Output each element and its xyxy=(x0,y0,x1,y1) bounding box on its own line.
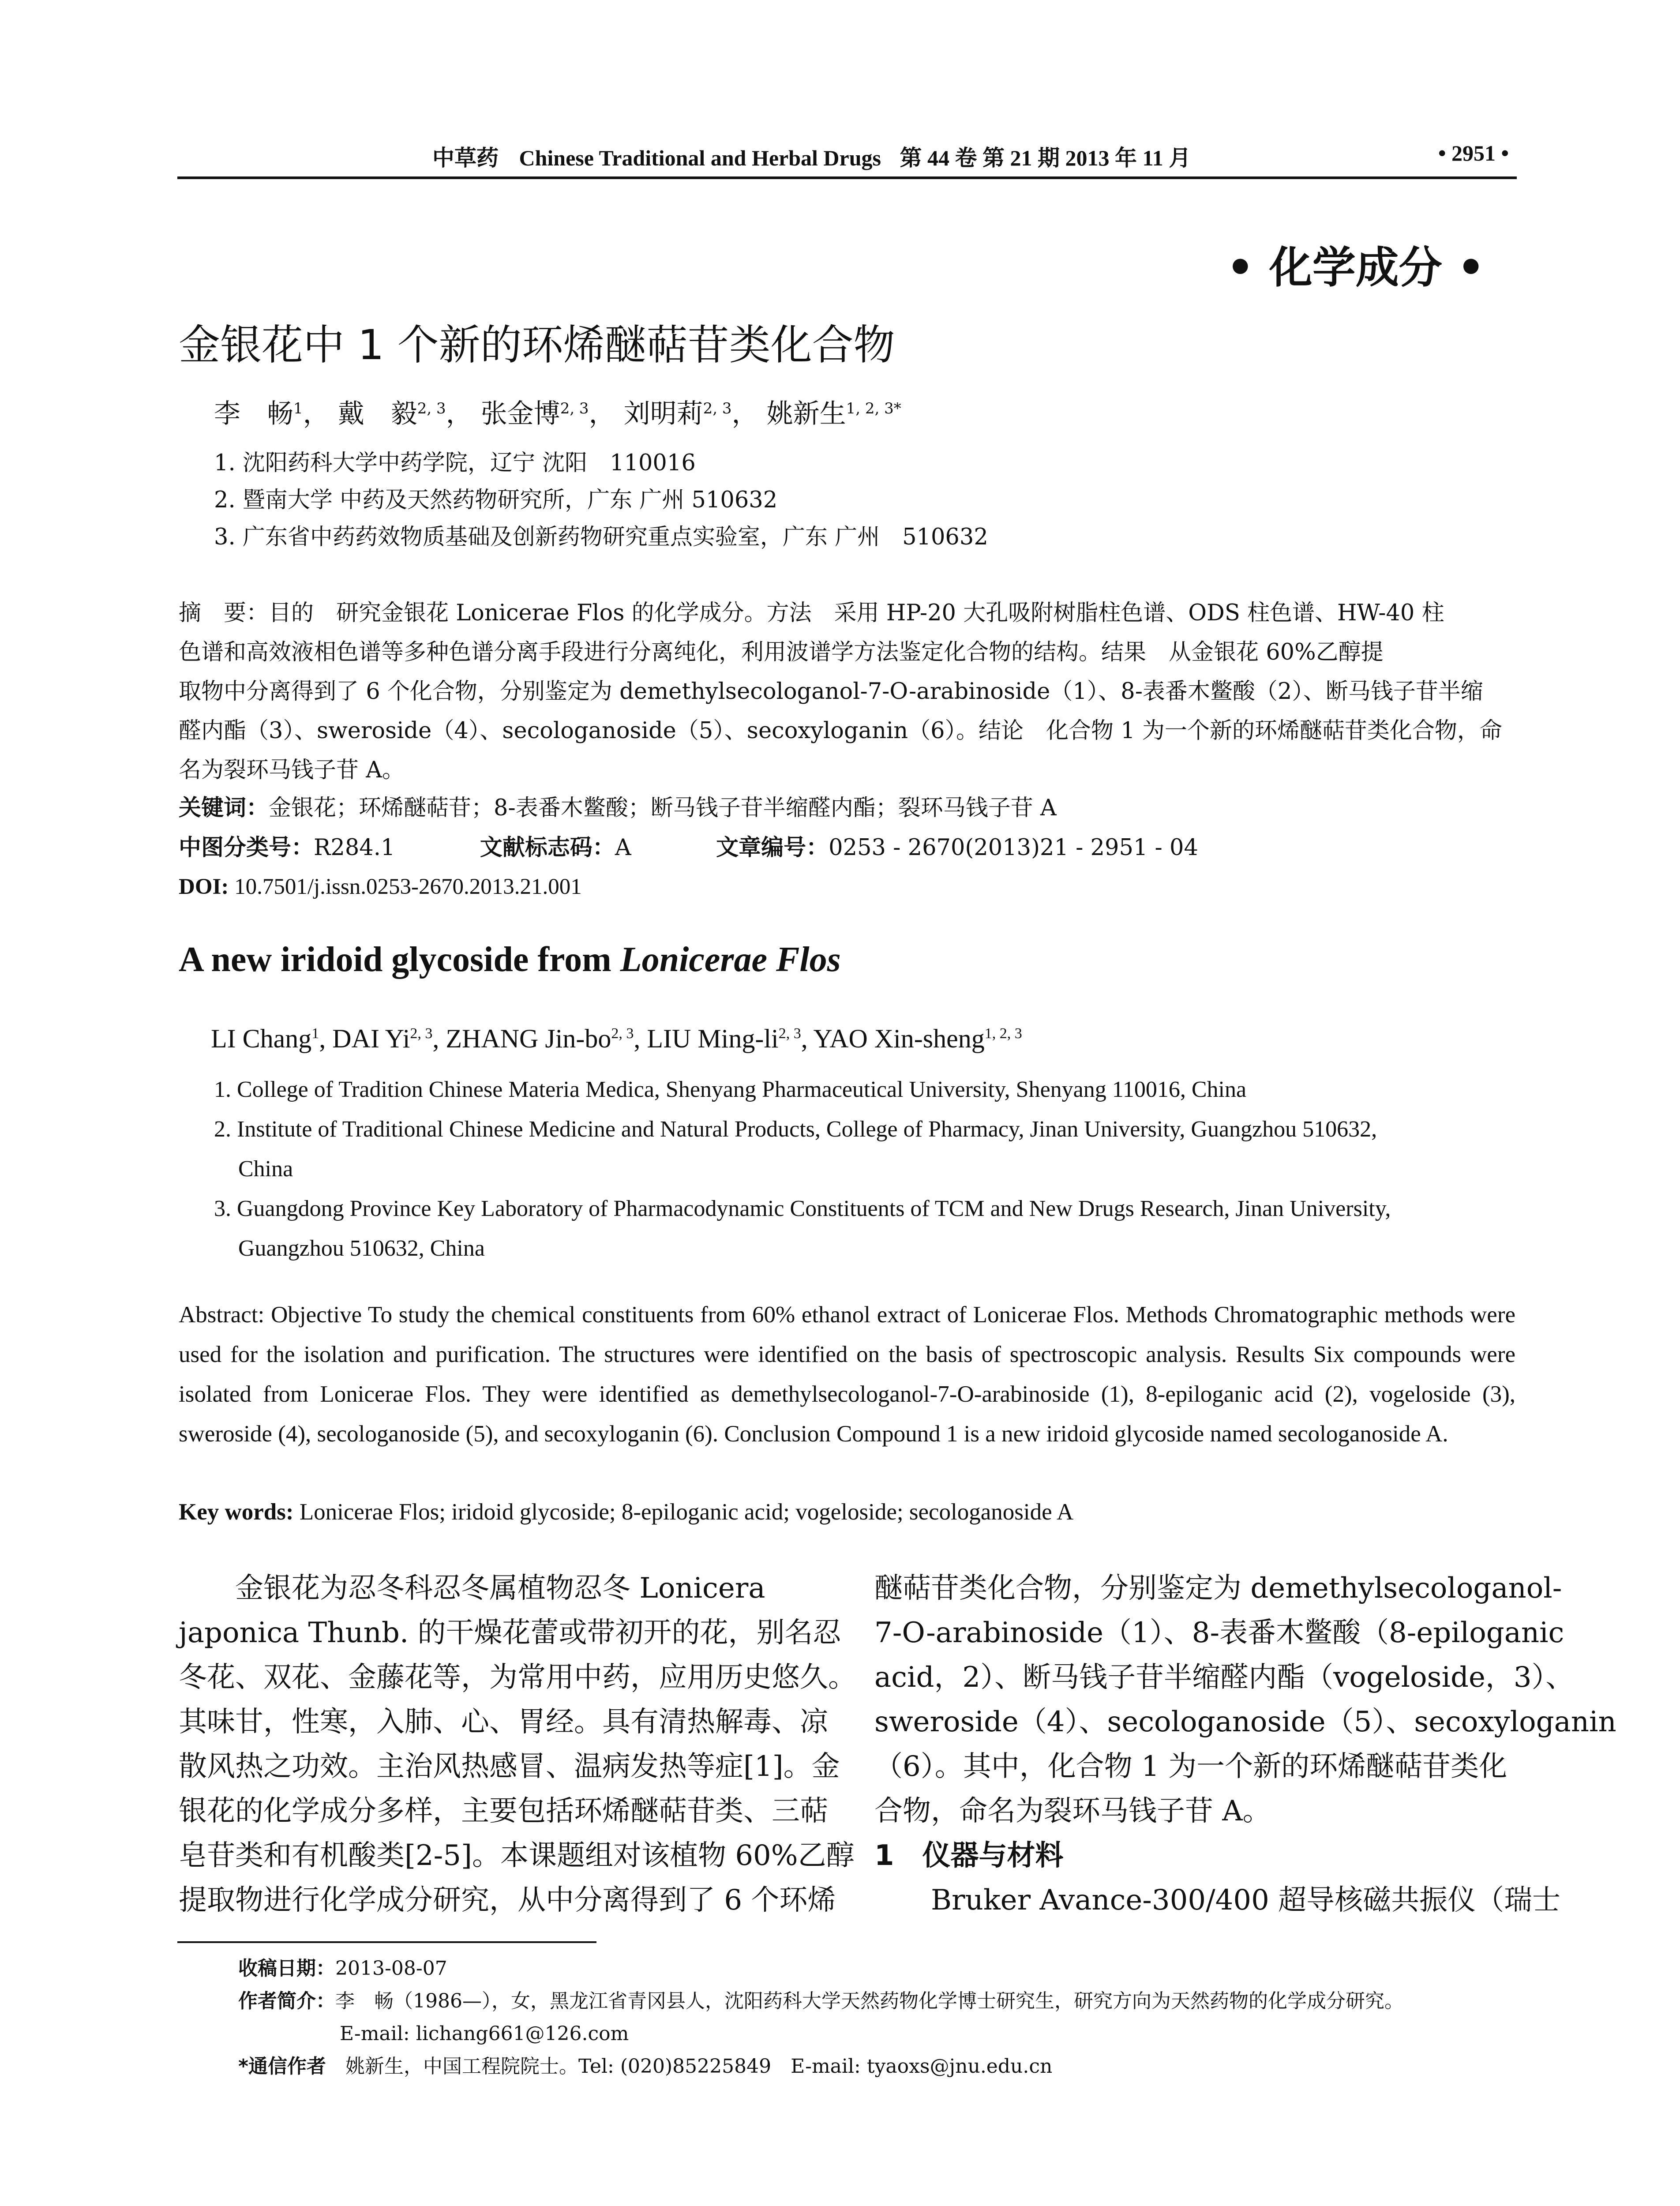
body-line: 7-O-arabinoside（1）、8-表番木鳖酸（8-epiloganic xyxy=(874,1617,1564,1649)
running-header xyxy=(432,140,1191,172)
abstract-cn xyxy=(179,593,1502,790)
article-number: 0253 - 2670(2013)21 - 2951 - 04 xyxy=(829,835,1198,861)
journal-name-en: Chinese Traditional and Herbal Drugs xyxy=(519,146,881,170)
body-right-column xyxy=(874,1566,1616,1923)
body-left-column xyxy=(179,1566,856,1923)
abstract-cn-line: 取物中分离得到了 6 个化合物，分别鉴定为 demethylsecologanol-7-O-arabinoside（1）、8-表番木鳖酸（2）、断马钱子苷半缩 xyxy=(179,679,1483,705)
author-cn: 戴 毅 xyxy=(338,398,417,429)
keywords-cn-text: 金银花；环烯醚萜苷；8-表番木鳖酸；断马钱子苷半缩醛内酯；裂环马钱子苷 A xyxy=(269,795,1057,821)
keywords-cn xyxy=(179,790,1057,827)
keywords-en-text: Lonicerae Flos; iridoid glycoside; 8-epiloganic acid; vogeloside; secologanoside A xyxy=(299,1499,1074,1525)
abstract-cn-line: 摘 要：目的 研究金银花 Lonicerae Flos 的化学成分。方法 采用 HP-20 大孔吸附树脂柱色谱、ODS 柱色谱、HW-40 柱 xyxy=(179,600,1444,626)
section-heading: 1 仪器与材料 xyxy=(874,1839,1064,1872)
footnote-email: E-mail: lichang661@126.com xyxy=(340,2022,629,2045)
body-line: 银花的化学成分多样，主要包括环烯醚萜苷类、三萜 xyxy=(179,1795,828,1827)
footnote-bio: 作者简介：李 畅（1986—），女，黑龙江省青冈县人，沈阳药科大学天然药物化学博士研究生，研究方向为天然药物的化学成分研究。 xyxy=(238,1990,1404,2012)
body-line: 合物，命名为裂环马钱子苷 A。 xyxy=(874,1795,1271,1827)
abstract-cn-line: 色谱和高效液相色谱等多种色谱分离手段进行分离纯化，利用波谱学方法鉴定化合物的结构。结果 从金银花 60%乙醇提 xyxy=(179,639,1384,665)
authors-cn: 李 畅$^1$， 戴 毅$^{2, 3}$， 张金博$^{2, 3}$， 刘明莉$^{2, 3}$， 姚新生$^{1, 2, 3*}$ xyxy=(214,398,901,429)
body-line: 金银花为忍冬科忍冬属植物忍冬 Lonicera xyxy=(179,1572,765,1605)
journal-logo-cn: 中草药 xyxy=(432,145,499,171)
affiliation-en: 1. College of Tradition Chinese Materia Medica, Shenyang Pharmaceutical University, Shenyang 110016, China xyxy=(214,1077,1247,1102)
abstract-cn-line: 名为裂环马钱子苷 A。 xyxy=(179,757,405,783)
body-line: sweroside（4）、secologanoside（5）、secoxyloganin xyxy=(874,1706,1616,1738)
body-line: 散风热之功效。主治风热感冒、温病发热等症[1]。金 xyxy=(179,1750,840,1783)
footnote-received: 收稿日期：2013-08-07 xyxy=(238,1957,447,1980)
body-line: 提取物进行化学成分研究，从中分离得到了 6 个环烯 xyxy=(179,1884,836,1917)
author-en: ZHANG Jin-bo xyxy=(446,1024,611,1053)
keywords-cn-label: 关键词： xyxy=(179,795,269,821)
author-cn: 姚新生 xyxy=(766,398,846,429)
body-line: 皂苷类和有机酸类[2-5]。本课题组对该植物 60%乙醇 xyxy=(179,1839,855,1872)
doc-code: A xyxy=(615,835,631,861)
doi-line: DOI: 10.7501/j.issn.0253-2670.2013.21.001 xyxy=(179,874,582,899)
clc-number: R284.1 xyxy=(314,835,395,861)
journal-issue: 第 44 卷 第 21 期 2013 年 11 月 xyxy=(900,146,1191,170)
keywords-en xyxy=(179,1493,1073,1531)
body-line: japonica Thunb. 的干燥花蕾或带初开的花，别名忍 xyxy=(179,1617,841,1649)
title-en: A new iridoid glycoside from Lonicerae Flos xyxy=(179,940,841,979)
authors-en: LI Chang$^1$, DAI Yi$^{2, 3}$, ZHANG Jin-bo$^{2, 3}$, LIU Ming-li$^{2, 3}$, YAO Xin-sheng$^{1, 2, 3}$ xyxy=(211,1024,1022,1053)
author-en: YAO Xin-sheng xyxy=(813,1024,985,1053)
header-rule xyxy=(177,176,1517,179)
author-cn: 李 畅 xyxy=(214,398,293,429)
footnote-corresponding: *通信作者 姚新生，中国工程院院士。Tel: (020)85225849 E-mail: tyaoxs@jnu.edu.cn xyxy=(238,2055,1053,2078)
body-line: （6）。其中，化合物 1 为一个新的环烯醚萜苷类化 xyxy=(874,1750,1508,1783)
title-cn: 金银花中 1 个新的环烯醚萜苷类化合物 xyxy=(179,321,895,369)
affiliation-en: 2. Institute of Traditional Chinese Medicine and Natural Products, College of Pharmacy, Jinan University, Guangzhou 510632, xyxy=(214,1117,1377,1142)
affiliation-en: 3. Guangdong Province Key Laboratory of Pharmacodynamic Constituents of TCM and New Drugs Research, Jinan University, xyxy=(214,1196,1391,1221)
abstract-cn-line: 醛内酯（3）、sweroside（4）、secologanoside（5）、secoxyloganin（6）。结论 化合物 1 为一个新的环烯醚萜苷类化合物，命 xyxy=(179,718,1502,744)
author-en: DAI Yi xyxy=(332,1024,410,1053)
affiliations-en xyxy=(214,1070,1391,1268)
abstract-en: Abstract: Objective To study the chemical constituents from 60% ethanol extract of Lonicerae Flos. Methods Chromatographic methods were used for the isolation and purification. The structures were identified on the basis of spectroscopic analysis. Results Six compounds were isolated from Lonicerae Flos. They were identified as demethylsecologanol-7-O-arabinoside (1), 8-epiloganic acid (2), vogeloside (3), sweroside (4), secologanoside (5), and secoxyloganin (6). Conclusion Compound 1 is a new iridoid glycoside named secologanoside A. xyxy=(179,1302,1515,1447)
section-tag: • 化学成分 • xyxy=(1226,243,1485,293)
author-cn: 刘明莉 xyxy=(623,398,703,429)
page-number: • 2951 • xyxy=(1438,141,1509,165)
affiliation-cn: 2. 暨南大学 中药及天然药物研究所，广东 广州 510632 xyxy=(214,487,778,513)
footnotes xyxy=(238,1952,1404,2083)
author-en: LIU Ming-li xyxy=(647,1024,779,1053)
footnote-rule xyxy=(177,1941,596,1943)
body-line: Bruker Avance-300/400 超导核磁共振仪（瑞士 xyxy=(874,1884,1561,1917)
body-line: acid，2）、断马钱子苷半缩醛内酯（vogeloside，3）、 xyxy=(874,1661,1574,1694)
affiliations-cn xyxy=(214,445,988,556)
body-line: 冬花、双花、金藤花等，为常用中药，应用历史悠久。 xyxy=(179,1661,856,1694)
affiliation-cn: 3. 广东省中药药效物质基础及创新药物研究重点实验室，广东 广州 510632 xyxy=(214,524,988,550)
affiliation-cn: 1. 沈阳药科大学中药学院，辽宁 沈阳 110016 xyxy=(214,450,696,476)
affiliation-en: Guangzhou 510632, China xyxy=(238,1236,485,1261)
affiliation-en: China xyxy=(238,1156,293,1182)
author-en: LI Chang xyxy=(211,1024,312,1053)
classification-line: 中图分类号：R284.1 文献标志码：A 文章编号：0253 - 2670(2013)21 - 2951 - 04 xyxy=(179,835,1198,861)
author-cn: 张金博 xyxy=(480,398,560,429)
keywords-en-label: Key words: xyxy=(179,1499,294,1525)
body-line: 其味甘，性寒，入肺、心、胃经。具有清热解毒、凉 xyxy=(179,1706,828,1738)
doi: 10.7501/j.issn.0253-2670.2013.21.001 xyxy=(234,874,582,899)
body-line: 醚萜苷类化合物，分别鉴定为 demethylsecologanol- xyxy=(874,1572,1562,1605)
